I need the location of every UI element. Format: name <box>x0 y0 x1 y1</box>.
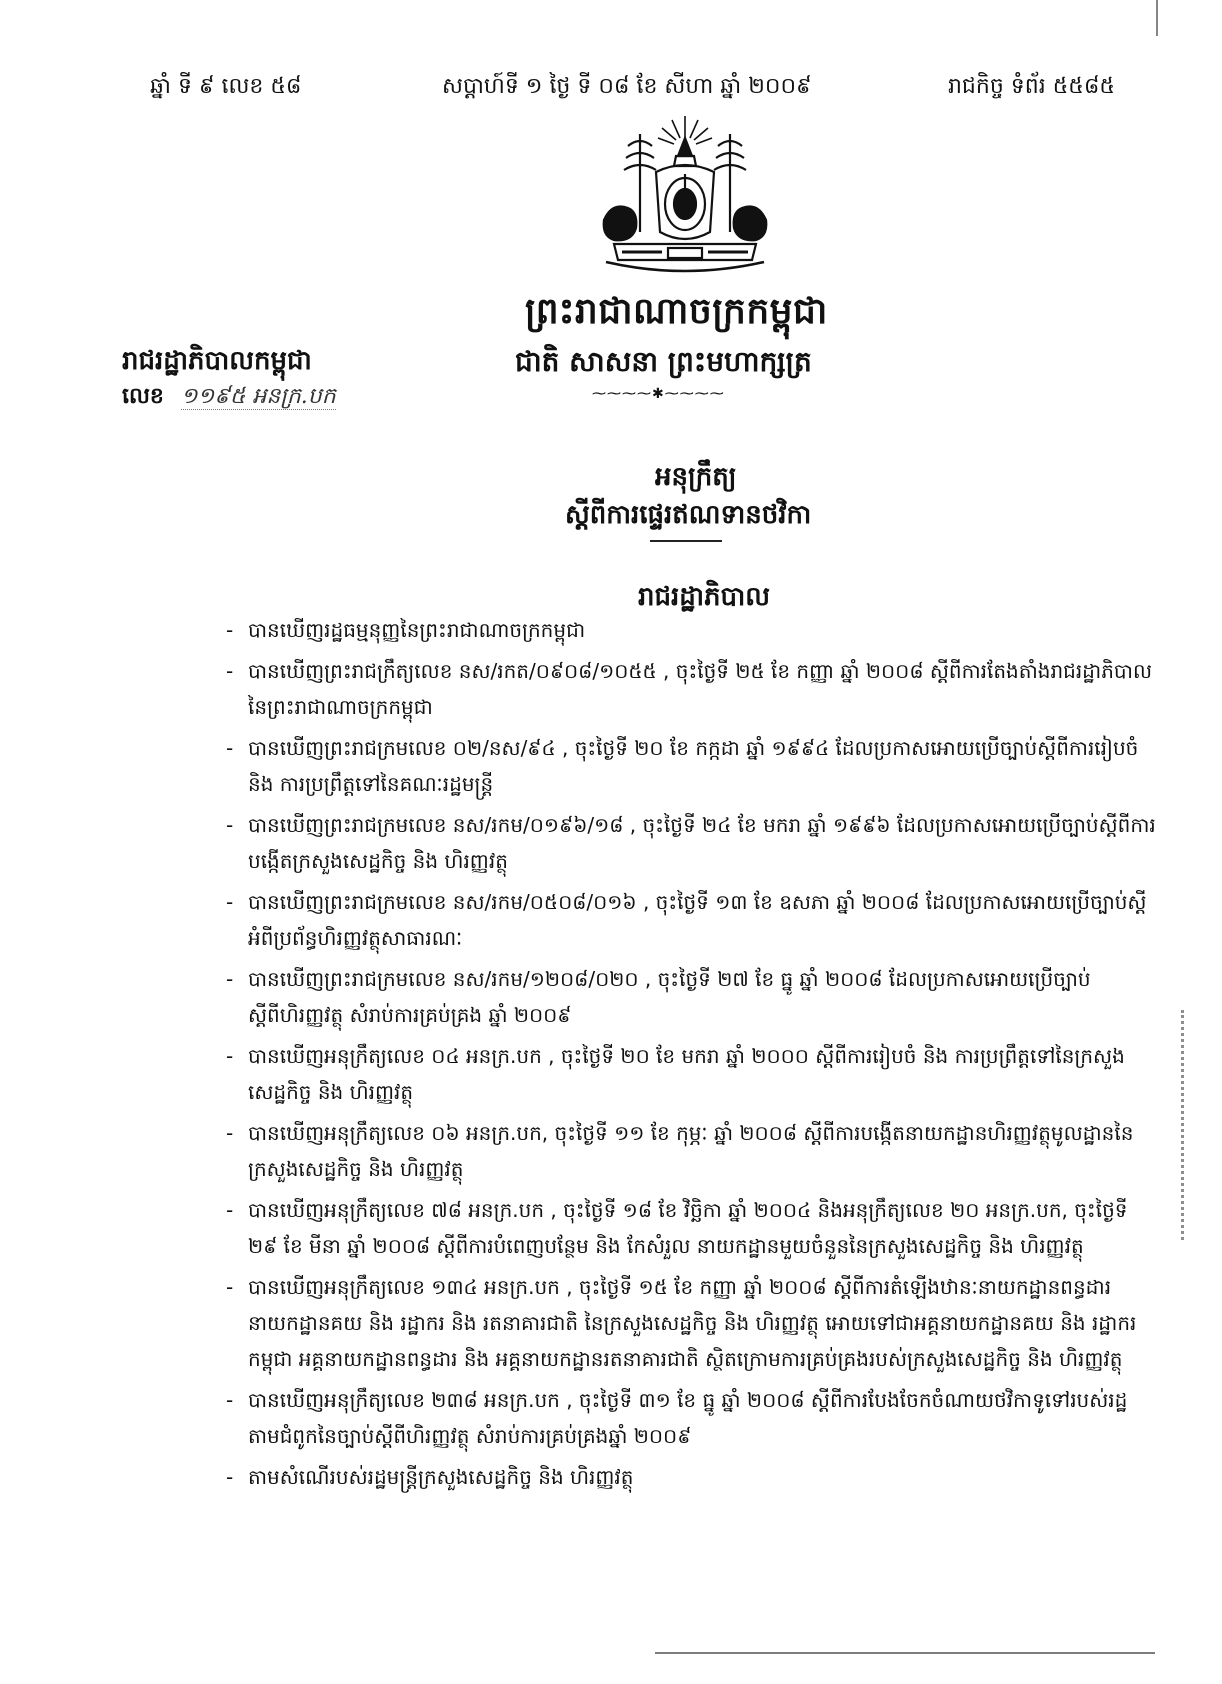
list-item: - បានឃើញរដ្ឋធម្មនុញ្ញនៃព្រះរាជាណាចក្រកម្ពុជា <box>226 612 1156 648</box>
reference-value: ១១៩៥ អនក្រ.បក <box>180 384 336 409</box>
list-item: - តាមសំណើរបស់រដ្ឋមន្ត្រីក្រសួងសេដ្ឋកិច្ច និង ហិរញ្ញវត្ថុ <box>226 1459 1156 1495</box>
issuing-government: រាជរដ្ឋាភិបាលកម្ពុជា <box>122 346 312 376</box>
list-item: - បានឃើញអនុក្រឹត្យលេខ ៧៨ អនក្រ.បក , ចុះថ្ងៃទី ១៨ ខែ វិច្ឆិកា ឆ្នាំ ២០០៤ និងអនុក្រឹត្យលេខ ២០ អនក្រ.បក, ចុះថ្ងៃទី ២៩ ខែ មីនា ឆ្នាំ ២០០៨ ស្តីពីការបំពេញបន្ថែម និង កែសំរួល នាយកដ្ឋានមួយចំនួននៃក្រសួងសេដ្ឋកិច្ច និង ហិរញ្ញវត្ថុ <box>226 1192 1156 1264</box>
gazette-date: សប្តាហ៍ទី ១ ថ្ងៃ ទី ០៨ ខែ សីហា ឆ្នាំ ២០០៩ <box>442 74 812 99</box>
kingdom-title: ព្រះរាជាណាចក្រកម្ពុជា <box>525 291 828 332</box>
reference-label: លេខ <box>122 384 164 409</box>
national-motto: ជាតិ សាសនា ព្រះមហាក្សត្រ <box>515 345 812 378</box>
royal-coat-of-arms-icon <box>592 112 778 282</box>
list-item: - បានឃើញអនុក្រឹត្យលេខ ២៣៨ អនក្រ.បក , ចុះថ្ងៃទី ៣១ ខែ ធ្នូ ឆ្នាំ ២០០៨ ស្តីពីការបែងចែកចំណាយថវិកាទូទៅរបស់រដ្ឋតាមជំពូកនៃច្បាប់ស្តីពីហិរញ្ញវត្ថុ សំរាប់ការគ្រប់គ្រងឆ្នាំ ២០០៩ <box>226 1382 1156 1454</box>
scan-edge-mark-right <box>1178 1010 1184 1240</box>
list-item: - បានឃើញអនុក្រឹត្យលេខ ១៣៤ អនក្រ.បក , ចុះថ្ងៃទី ១៥ ខែ កញ្ញា ឆ្នាំ ២០០៨ ស្តីពីការតំឡើងឋានៈនាយកដ្ឋានពន្ធដារ នាយកដ្ឋានគយ និង រដ្ឋាករ និង រតនាគារជាតិ នៃក្រសួងសេដ្ឋកិច្ច និង ហិរញ្ញវត្ថុ អោយទៅជាអគ្គនាយកដ្ឋានគយ និង រដ្ឋាករកម្ពុជា អគ្គនាយកដ្ឋានពន្ធដារ និង អគ្គនាយកដ្ឋានរតនាគារជាតិ ស្ថិតក្រោមការគ្រប់គ្រងរបស់ក្រសួងសេដ្ឋកិច្ច និង ហិរញ្ញវត្ថុ <box>226 1269 1156 1377</box>
list-item: - បានឃើញអនុក្រឹត្យលេខ ០៤ អនក្រ.បក , ចុះថ្ងៃទី ២០ ខែ មករា ឆ្នាំ ២០០០ ស្តីពីការរៀបចំ និង ការប្រព្រឹត្តទៅនៃក្រសួង សេដ្ឋកិច្ច និង ហិរញ្ញវត្ថុ <box>226 1038 1156 1110</box>
scan-edge-mark-bottom <box>655 1652 1155 1654</box>
document-subject: ស្តីពីការផ្ទេរឥណទានថវិកា <box>565 500 812 530</box>
preamble-list <box>226 612 1156 1500</box>
list-item: - បានឃើញព្រះរាជក្រមលេខ នស/រកម/០៥០៨/០១៦ , ចុះថ្ងៃទី ១៣ ខែ ឧសភា ឆ្នាំ ២០០៨ ដែលប្រកាសអោយប្រើច្បាប់ស្តីអំពីប្រព័ន្ធហិរញ្ញវត្ថុសាធារណៈ <box>226 884 1156 956</box>
subject-divider <box>650 540 722 542</box>
list-item: - បានឃើញព្រះរាជក្រមលេខ នស/រកម/០១៩៦/១៨ , ចុះថ្ងៃទី ២៤ ខែ មករា ឆ្នាំ ១៩៩៦ ដែលប្រកាសអោយប្រើច្បាប់ស្តីពីការបង្កើតក្រសួងសេដ្ឋកិច្ច និង ហិរញ្ញវត្ថុ <box>226 807 1156 879</box>
document-type: អនុក្រឹត្យ <box>655 462 737 492</box>
decorative-ornament: ⁓⁓⁓⁓✱⁓⁓⁓⁓ <box>592 386 725 402</box>
gazette-year-issue: ឆ្នាំ ទី ៩ លេខ ៥៨ <box>150 74 302 99</box>
gazette-page-number: រាជកិច្ច ទំព័រ ៥៥៨៥ <box>947 74 1115 99</box>
gazette-header <box>150 72 1115 106</box>
list-item: - បានឃើញព្រះរាជក្រឹត្យលេខ នស/រកត/០៩០៨/១០៥៥ , ចុះថ្ងៃទី ២៥ ខែ កញ្ញា ឆ្នាំ ២០០៨ ស្តីពីការតែងតាំងរាជរដ្ឋាភិបាល នៃព្រះរាជាណាចក្រកម្ពុជា <box>226 653 1156 725</box>
reference-number <box>122 382 336 414</box>
list-item: - បានឃើញព្រះរាជក្រមលេខ នស/រកម/១២០៨/០២០ , ចុះថ្ងៃទី ២៧ ខែ ធ្នូ ឆ្នាំ ២០០៨ ដែលប្រកាសអោយប្រើច្បាប់ស្តីពីហិរញ្ញវត្ថុ សំរាប់ការគ្រប់គ្រង ឆ្នាំ ២០០៩ <box>226 961 1156 1033</box>
list-item: - បានឃើញអនុក្រឹត្យលេខ ០៦ អនក្រ.បក, ចុះថ្ងៃទី ១១ ខែ កុម្ភៈ ឆ្នាំ ២០០៨ ស្តីពីការបង្កើតនាយកដ្ឋានហិរញ្ញវត្ថុមូលដ្ឋាននៃក្រសួងសេដ្ឋកិច្ច និង ហិរញ្ញវត្ថុ <box>226 1115 1156 1187</box>
preamble-heading: រាជរដ្ឋាភិបាល <box>638 582 771 612</box>
list-item: - បានឃើញព្រះរាជក្រមលេខ ០២/នស/៩៤ , ចុះថ្ងៃទី ២០ ខែ កក្កដា ឆ្នាំ ១៩៩៤ ដែលប្រកាសអោយប្រើច្បាប់ស្តីពីការរៀបចំ និង ការប្រព្រឹត្តទៅនៃគណៈរដ្ឋមន្ត្រី <box>226 730 1156 802</box>
scan-edge-mark-top <box>1156 0 1158 36</box>
